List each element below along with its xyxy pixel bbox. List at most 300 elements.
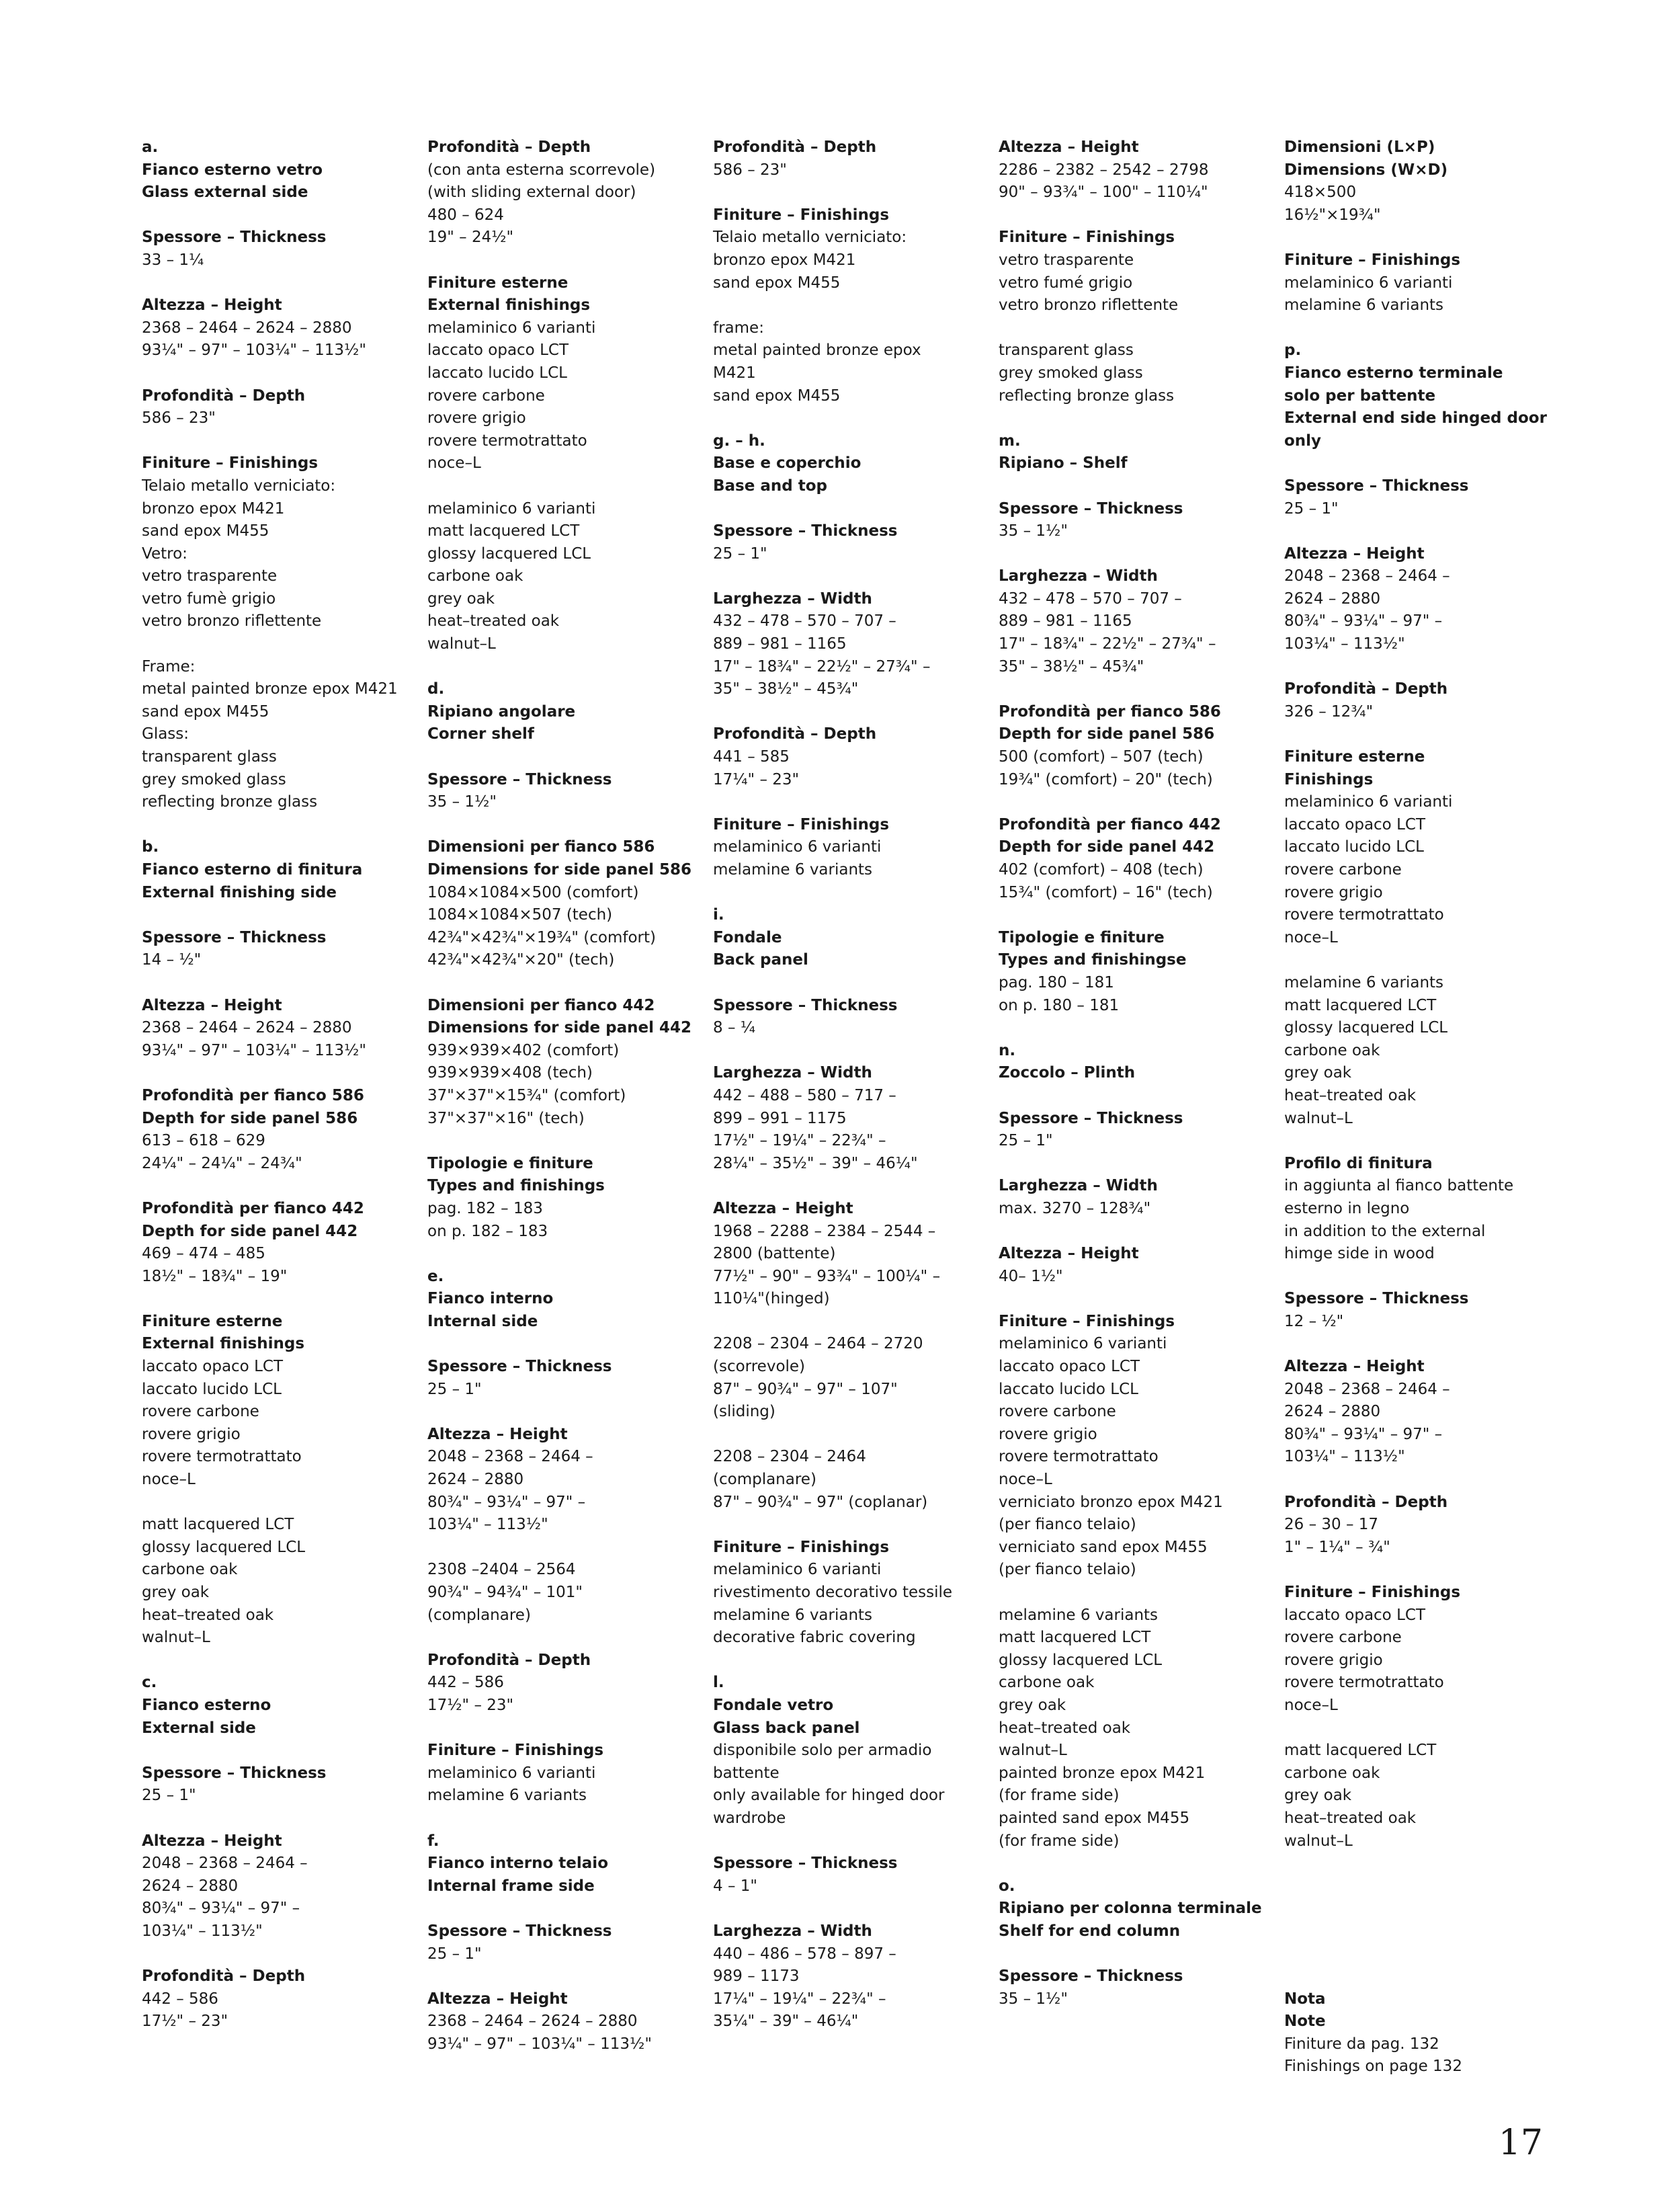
spec-line: melaminico 6 varianti (1284, 793, 1453, 811)
spec-line: laccato lucido LCL (999, 1380, 1138, 1398)
spacer (999, 1943, 1271, 1966)
spec-heading: Corner shelf (427, 725, 534, 743)
spec-line: 326 – 12¾" (1284, 702, 1374, 721)
spec-heading: Shelf for end column (999, 1922, 1181, 1940)
spacer (999, 678, 1271, 701)
spec-line: reflecting bronze glass (999, 386, 1175, 405)
spacer (713, 407, 985, 430)
spec-line: 500 (comfort) – 507 (tech) (999, 748, 1204, 766)
spec-line: rovere grigio (142, 1425, 241, 1443)
spec-heading: Profilo di finitura (1284, 1154, 1433, 1172)
spec-heading: Profondità per fianco 442 (142, 1199, 364, 1217)
spacer (1284, 723, 1556, 746)
spec-line: (complanare) (427, 1606, 531, 1624)
spacer (999, 317, 1271, 340)
spec-line: carbone oak (142, 1561, 238, 1579)
spec-line: rovere termotrattato (427, 432, 587, 450)
spec-heading: Larghezza – Width (999, 567, 1158, 585)
spec-line: transparent glass (999, 341, 1134, 360)
spec-line: 2286 – 2382 – 2542 – 2798 (999, 161, 1209, 179)
spec-line: vetro trasparente (999, 251, 1134, 269)
spec-heading: Fianco interno telaio (427, 1855, 608, 1873)
spec-heading: Dimensions for side panel 442 (427, 1019, 692, 1037)
spacer (142, 1943, 414, 1966)
spec-line: 2624 – 2880 (427, 1471, 524, 1489)
spec-line: vetro bronzo riflettente (999, 296, 1179, 315)
spacer (142, 1062, 414, 1085)
spec-line: carbone oak (1284, 1764, 1380, 1782)
spec-line: (with sliding external door) (427, 184, 636, 202)
spec-heading: Spessore – Thickness (142, 1764, 327, 1782)
spacer (999, 1153, 1271, 1176)
spec-line: 77½" – 90" – 93¾" – 100¼" – (713, 1267, 941, 1285)
spec-line: heat–treated oak (142, 1606, 274, 1624)
spec-line: 25 – 1" (427, 1945, 482, 1963)
spec-line: (con anta esterna scorrevole) (427, 161, 656, 179)
spec-line: 402 (comfort) – 408 (tech) (999, 861, 1204, 879)
spec-line: bronzo epox M421 (142, 499, 285, 518)
spec-line: 35" – 38½" – 45¾" (999, 657, 1144, 676)
spacer (713, 498, 985, 521)
spacer (999, 1288, 1271, 1311)
spec-line: only available for hinged door (713, 1787, 945, 1805)
spec-line: melaminico 6 varianti (713, 838, 882, 856)
spec-line: 442 – 586 (427, 1674, 504, 1692)
spec-heading: Profondità – Depth (427, 1651, 591, 1669)
spec-line: glossy lacquered LCL (1284, 1019, 1448, 1037)
spec-line: Glass: (142, 725, 190, 743)
spacer (142, 633, 414, 656)
spec-line: bronzo epox M421 (713, 251, 856, 269)
spec-heading: Ripiano per colonna terminale (999, 1900, 1262, 1918)
spec-line: frame: (713, 319, 764, 337)
spacer (713, 1424, 985, 1447)
spec-line: esterno in legno (1284, 1199, 1410, 1217)
spec-heading: n. (999, 1041, 1016, 1059)
spec-line: 35¼" – 39" – 46¼" (713, 2012, 859, 2031)
spacer (142, 272, 414, 295)
spec-heading: Glass external side (142, 184, 308, 202)
spec-line: laccato opaco LCT (1284, 815, 1425, 833)
spacer (142, 1492, 414, 1514)
spec-line: 80¾" – 93¼" – 97" – (427, 1493, 586, 1511)
spec-line: 25 – 1" (142, 1787, 196, 1805)
spec-line: vetro fumè grigio (142, 589, 276, 608)
spec-line: 613 – 618 – 629 (142, 1132, 265, 1150)
spec-line: 25 – 1" (427, 1380, 482, 1398)
spec-heading: Spessore – Thickness (999, 1109, 1183, 1127)
spacer (1284, 1898, 1556, 1920)
spec-heading: Altezza – Height (713, 1199, 853, 1217)
spec-heading: External finishings (142, 1335, 305, 1353)
spec-line: 35 – 1½" (999, 522, 1068, 540)
spacer (713, 1514, 985, 1537)
spec-line: 103¼" – 113½" (1284, 1448, 1405, 1466)
spec-line: noce–L (1284, 1696, 1338, 1714)
spec-heading: Larghezza – Width (713, 589, 872, 608)
spec-line: M421 (713, 364, 756, 382)
spec-line: 93¼" – 97" – 103¼" – 113½" (142, 341, 366, 360)
spec-line: 90¾" – 94¾" – 101" (427, 1584, 583, 1601)
spec-line: verniciato sand epox M455 (999, 1538, 1208, 1556)
spec-line: (per fianco telaio) (999, 1516, 1136, 1534)
spec-heading: Dimensioni per fianco 586 (427, 838, 655, 856)
spec-line: 2308 –2404 – 2564 (427, 1561, 576, 1579)
spec-line: matt lacquered LCT (1284, 996, 1437, 1014)
spacer (427, 746, 700, 769)
spec-line: melamine 6 variants (1284, 973, 1444, 991)
spec-line: 110¼"(hinged) (713, 1290, 830, 1308)
spec-line: metal painted bronze epox M421 (142, 680, 398, 698)
spacer (142, 430, 414, 453)
spec-line: melamine 6 variants (427, 1787, 587, 1805)
spacer (1284, 1965, 1556, 1988)
spec-line: painted bronze epox M421 (999, 1764, 1206, 1782)
spacer (713, 1040, 985, 1063)
spec-line: 2368 – 2464 – 2624 – 2880 (142, 1019, 352, 1037)
spec-line: 25 – 1" (1284, 499, 1339, 518)
spec-line: melaminico 6 varianti (1284, 274, 1453, 292)
spec-line: battente (713, 1764, 780, 1782)
spec-heading: Finiture – Finishings (1284, 1584, 1461, 1601)
spec-heading: Tipologie e finiture (999, 928, 1165, 946)
spec-line: heat–treated oak (999, 1719, 1131, 1737)
spec-line: noce–L (1284, 928, 1338, 946)
spacer (999, 1853, 1271, 1875)
spec-line: walnut–L (1284, 1832, 1353, 1850)
spec-heading: Spessore – Thickness (999, 499, 1183, 518)
spec-heading: External end side hinged door (1284, 409, 1547, 428)
page-number: 17 (1498, 2123, 1543, 2163)
spec-line: melaminico 6 varianti (427, 319, 596, 337)
spacer (1284, 1920, 1556, 1943)
spec-line: pag. 180 – 181 (999, 973, 1114, 991)
spec-line: 33 – 1¼ (142, 251, 204, 269)
spec-line: 586 – 23" (142, 409, 216, 428)
spec-line: in addition to the external (1284, 1222, 1486, 1240)
spacer (999, 475, 1271, 498)
spec-line: 2048 – 2368 – 2464 – (1284, 1380, 1450, 1398)
spacer (1284, 656, 1556, 679)
spec-line: 17½" – 23" (142, 2012, 228, 2031)
spec-line: 42¾"×42¾"×19¾" (comfort) (427, 928, 656, 946)
spec-line: 889 – 981 – 1165 (713, 635, 847, 653)
spacer (999, 791, 1271, 814)
spec-line: noce–L (142, 1471, 196, 1489)
spec-heading: Larghezza – Width (713, 1064, 872, 1082)
spec-heading: Dimensioni per fianco 442 (427, 996, 655, 1014)
spacer (1284, 1266, 1556, 1289)
spacer (1284, 452, 1556, 475)
spec-heading: Ripiano – Shelf (999, 454, 1128, 473)
spec-heading: Spessore – Thickness (713, 1855, 898, 1873)
spec-heading: Dimensions (W×D) (1284, 161, 1448, 179)
spec-line: reflecting bronze glass (142, 793, 318, 811)
spec-heading: Spessore – Thickness (427, 770, 612, 788)
spec-heading: Fianco esterno vetro (142, 161, 323, 179)
spec-line: 26 – 30 – 17 (1284, 1516, 1379, 1534)
spacer (427, 814, 700, 837)
spacer (999, 1221, 1271, 1244)
spec-heading: Altezza – Height (142, 1832, 282, 1850)
spec-line: matt lacquered LCT (1284, 1742, 1437, 1760)
spec-line: melaminico 6 varianti (999, 1335, 1167, 1353)
column-5 (1284, 136, 1556, 2078)
spacer (713, 791, 985, 814)
spec-heading: Depth for side panel 586 (999, 725, 1215, 743)
spec-heading: Finiture – Finishings (999, 1312, 1175, 1330)
spec-heading: Fianco interno (427, 1290, 554, 1308)
spec-line: sand epox M455 (142, 522, 269, 540)
spacer (713, 181, 985, 204)
spec-line: Telaio metallo verniciato: (142, 477, 336, 495)
spec-heading: Finiture esterne (427, 274, 569, 292)
column-1 (142, 136, 414, 2033)
spacer (427, 475, 700, 498)
spec-line: noce–L (427, 454, 481, 473)
spacer (142, 904, 414, 927)
spec-line: (per fianco telaio) (999, 1561, 1136, 1579)
spacer (427, 1401, 700, 1424)
spec-line: carbone oak (1284, 1041, 1380, 1059)
spec-line: rovere grigio (1284, 1651, 1383, 1669)
spec-line: 2800 (battente) (713, 1245, 836, 1263)
spec-heading: Finiture – Finishings (999, 229, 1175, 247)
spec-line: vetro fumé grigio (999, 274, 1133, 292)
spacer (999, 543, 1271, 566)
spec-line: Telaio metallo verniciato: (713, 229, 907, 247)
spec-line: walnut–L (1284, 1109, 1353, 1127)
spec-line: 441 – 585 (713, 748, 790, 766)
spec-heading: d. (427, 680, 445, 698)
spec-heading: Finiture esterne (1284, 748, 1425, 766)
spec-line: pag. 182 – 183 (427, 1199, 543, 1217)
spacer (427, 1333, 700, 1356)
spec-line: 87" – 90¾" – 97" (coplanar) (713, 1493, 928, 1511)
spec-heading: p. (1284, 341, 1302, 360)
spec-heading: Altezza – Height (142, 296, 282, 315)
spec-heading: Profondità – Depth (142, 1967, 306, 1986)
spec-heading: Spessore – Thickness (713, 996, 898, 1014)
spacer (1284, 520, 1556, 543)
spec-heading: Profondità – Depth (427, 138, 591, 156)
spacer (1284, 1559, 1556, 1582)
spec-heading: Finiture esterne (142, 1312, 283, 1330)
spec-line: (for frame side) (999, 1832, 1120, 1850)
spec-heading: Zoccolo – Plinth (999, 1064, 1136, 1082)
spacer (427, 1965, 700, 1988)
spec-line: rovere termotrattato (999, 1448, 1159, 1466)
spacer (999, 204, 1271, 227)
spec-line: himge side in wood (1284, 1245, 1435, 1263)
spec-line: rovere grigio (1284, 883, 1383, 901)
spec-line: max. 3270 – 128¾" (999, 1199, 1151, 1217)
spec-line: 480 – 624 (427, 206, 504, 224)
spec-line: Vetro: (142, 544, 187, 563)
spec-heading: External finishings (427, 296, 591, 315)
spec-heading: g. – h. (713, 432, 765, 450)
spec-line: (scorrevole) (713, 1358, 806, 1376)
spec-heading: Spessore – Thickness (1284, 477, 1469, 495)
spec-line: 899 – 991 – 1175 (713, 1109, 847, 1127)
spec-line: 12 – ½" (1284, 1312, 1344, 1330)
spec-line: decorative fabric covering (713, 1629, 916, 1647)
spec-heading: Glass back panel (713, 1719, 860, 1737)
spacer (999, 1582, 1271, 1604)
spec-heading: Back panel (713, 951, 808, 969)
spec-heading: Internal side (427, 1312, 538, 1330)
spec-heading: Tipologie e finiture (427, 1154, 593, 1172)
spec-line: 17½" – 23" (427, 1696, 514, 1714)
spacer (713, 1898, 985, 1920)
spec-line: on p. 182 – 183 (427, 1222, 548, 1240)
spacer (142, 1807, 414, 1830)
spacer (1284, 1469, 1556, 1492)
spec-line: grey oak (427, 589, 495, 608)
spacer (142, 814, 414, 837)
spec-line: 35 – 1½" (999, 1990, 1068, 2008)
spec-heading: i. (713, 906, 724, 924)
spec-line: glossy lacquered LCL (999, 1651, 1163, 1669)
spec-line: Frame: (142, 657, 196, 676)
spec-line: 2048 – 2368 – 2464 – (427, 1448, 593, 1466)
spec-line: heat–treated oak (1284, 1809, 1417, 1827)
spacer (142, 1740, 414, 1762)
spec-heading: Dimensions for side panel 586 (427, 861, 692, 879)
spec-heading: Fondale vetro (713, 1696, 834, 1714)
spec-line: 37"×37"×15¾" (comfort) (427, 1086, 626, 1104)
spacer (142, 1288, 414, 1311)
spec-line: 93¼" – 97" – 103¼" – 113½" (142, 1041, 366, 1059)
spec-heading: c. (142, 1674, 157, 1692)
spec-line: walnut–L (142, 1629, 210, 1647)
spec-heading: Profondità – Depth (142, 386, 306, 405)
spec-line: 25 – 1" (999, 1132, 1053, 1150)
spec-line: 18½" – 18¾" – 19" (142, 1267, 288, 1285)
spec-line: grey smoked glass (999, 364, 1143, 382)
spec-heading: Fianco esterno terminale (1284, 364, 1503, 382)
spec-line: matt lacquered LCT (427, 522, 580, 540)
spec-heading: b. (142, 838, 159, 856)
spec-line: 432 – 478 – 570 – 707 – (713, 612, 896, 630)
spec-heading: Altezza – Height (999, 138, 1139, 156)
spec-line: 8 – ¼ (713, 1019, 756, 1037)
spec-line: 80¾" – 93¼" – 97" – (142, 1900, 300, 1918)
spec-line: heat–treated oak (1284, 1086, 1417, 1104)
spec-line: rovere grigio (999, 1425, 1097, 1443)
spec-line: melaminico 6 varianti (427, 499, 596, 518)
spacer (999, 407, 1271, 430)
spacer (1284, 949, 1556, 972)
spec-line: 80¾" – 93¼" – 97" – (1284, 1425, 1443, 1443)
spec-line: rovere carbone (427, 386, 545, 405)
spec-line: rovere carbone (1284, 861, 1402, 879)
spec-line: 42¾"×42¾"×20" (tech) (427, 951, 615, 969)
spec-line: (for frame side) (999, 1787, 1120, 1805)
spec-heading: Spessore – Thickness (999, 1967, 1183, 1986)
spacer (713, 565, 985, 588)
spec-heading: Note (1284, 2012, 1326, 2031)
spec-heading: a. (142, 138, 159, 156)
spacer (999, 1017, 1271, 1040)
spec-heading: Altezza – Height (1284, 1358, 1425, 1376)
spec-heading: External finishing side (142, 883, 337, 901)
spacer (713, 882, 985, 905)
spec-heading: Depth for side panel 442 (142, 1222, 358, 1240)
spacer (999, 1085, 1271, 1108)
spec-heading: Larghezza – Width (999, 1177, 1158, 1195)
spec-line: 80¾" – 93¼" – 97" – (1284, 612, 1443, 630)
spec-line: melamine 6 variants (713, 861, 873, 879)
spacer (713, 1830, 985, 1853)
column-2 (427, 136, 700, 2055)
spec-line: grey oak (999, 1696, 1066, 1714)
spec-heading: only (1284, 432, 1322, 450)
spec-heading: Finiture – Finishings (713, 1538, 890, 1556)
spec-line: 17¼" – 19¼" – 22¾" – (713, 1990, 886, 2008)
spacer (142, 204, 414, 227)
spec-line: 2208 – 2304 – 2464 – 2720 (713, 1335, 923, 1353)
spec-line: 2624 – 2880 (1284, 1403, 1381, 1421)
spec-heading: Finishings (1284, 770, 1374, 788)
spec-line: 103¼" – 113½" (427, 1516, 548, 1534)
spec-line: noce–L (999, 1471, 1052, 1489)
spec-line: glossy lacquered LCL (142, 1538, 306, 1556)
spec-line: 442 – 586 (142, 1990, 218, 2008)
spec-line: 28¼" – 35½" – 39" – 46¼" (713, 1154, 918, 1172)
spec-line: 15¾" (comfort) – 16" (tech) (999, 883, 1213, 901)
spec-line: laccato opaco LCT (142, 1358, 283, 1376)
spec-line: 17" – 18¾" – 22½" – 27¾" – (713, 657, 931, 676)
spec-line: rovere carbone (142, 1403, 259, 1421)
spacer (427, 249, 700, 272)
spec-heading: Profondità per fianco 586 (999, 702, 1221, 721)
spec-line: 2208 – 2304 – 2464 (713, 1448, 866, 1466)
spec-line: 14 – ½" (142, 951, 202, 969)
spec-line: rovere termotrattato (1284, 1674, 1444, 1692)
spec-line: painted sand epox M455 (999, 1809, 1190, 1827)
spec-heading: m. (999, 432, 1021, 450)
spec-line: 90" – 93¾" – 100" – 110¼" (999, 184, 1208, 202)
spec-heading: Spessore – Thickness (142, 229, 327, 247)
spec-heading: Profondità per fianco 586 (142, 1086, 364, 1104)
spec-line: rovere carbone (999, 1403, 1116, 1421)
spacer (142, 1650, 414, 1672)
spacer (427, 1898, 700, 1920)
spec-heading: Altezza – Height (1284, 544, 1425, 563)
spec-line: 418×500 (1284, 184, 1357, 202)
spec-line: 469 – 474 – 485 (142, 1245, 265, 1263)
spacer (427, 1130, 700, 1153)
spec-line: 103¼" – 113½" (1284, 635, 1405, 653)
spacer (427, 656, 700, 679)
spec-heading: Fianco esterno di finitura (142, 861, 363, 879)
spec-line: rovere grigio (427, 409, 526, 428)
spec-heading: e. (427, 1267, 444, 1285)
spec-line: carbone oak (999, 1674, 1095, 1692)
spec-line: heat–treated oak (427, 612, 560, 630)
spec-line: laccato opaco LCT (427, 341, 569, 360)
spec-line: walnut–L (427, 635, 496, 653)
spec-line: 17" – 18¾" – 22½" – 27¾" – (999, 635, 1216, 653)
spec-line: rovere termotrattato (1284, 906, 1444, 924)
spec-heading: Profondità – Depth (1284, 680, 1448, 698)
spec-line: grey oak (1284, 1787, 1352, 1805)
spec-line: (sliding) (713, 1403, 775, 1421)
spec-line: 2368 – 2464 – 2624 – 2880 (142, 319, 352, 337)
spec-heading: Depth for side panel 442 (999, 838, 1215, 856)
spacer (1284, 1333, 1556, 1356)
